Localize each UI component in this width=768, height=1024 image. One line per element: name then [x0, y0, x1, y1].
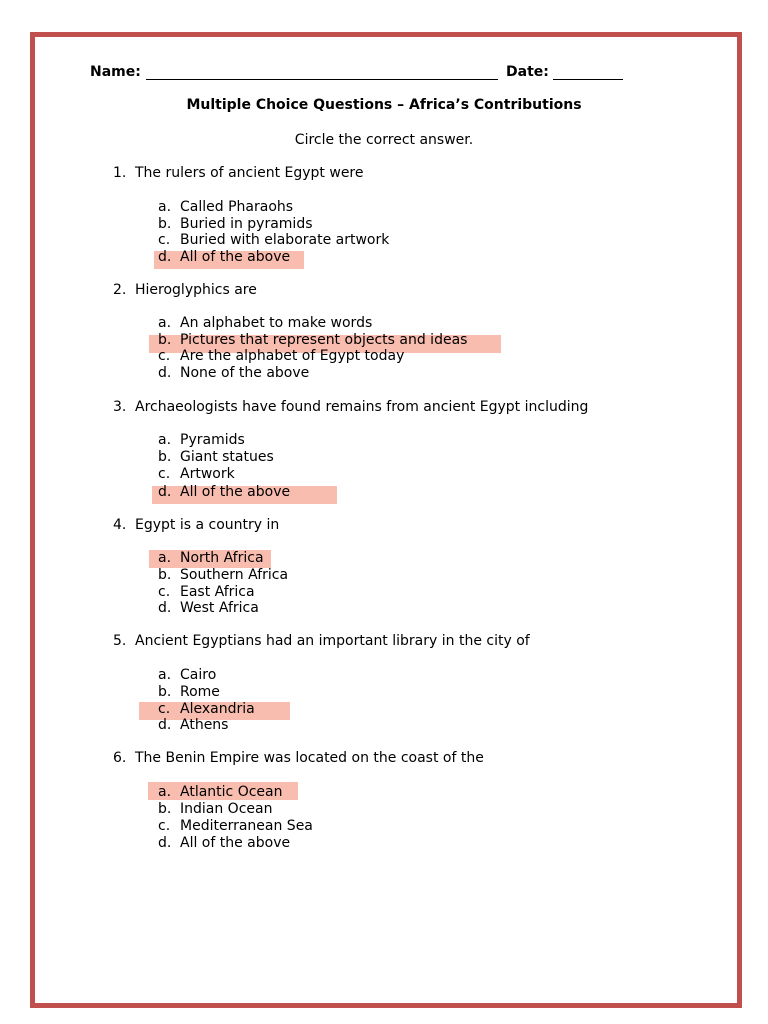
instruction-text: Circle the correct answer.	[294, 132, 474, 148]
option-text[interactable]: All of the above	[180, 484, 291, 500]
option-letter: b.	[158, 332, 172, 348]
option-text[interactable]: Are the alphabet of Egypt today	[180, 348, 405, 364]
option-letter: d.	[158, 717, 172, 733]
option-letter: a.	[158, 667, 172, 683]
option-letter: b.	[158, 449, 172, 465]
option-letter: d.	[158, 835, 172, 851]
option-letter: b.	[158, 567, 172, 583]
option-letter: d.	[158, 600, 172, 616]
option-text[interactable]: Rome	[180, 684, 220, 700]
question-number: 5.	[113, 633, 127, 649]
option-letter: a.	[158, 199, 172, 215]
question-number: 3.	[113, 399, 127, 415]
option-text[interactable]: Artwork	[180, 466, 235, 482]
option-text[interactable]: Mediterranean Sea	[180, 818, 313, 834]
question-number: 2.	[113, 282, 127, 298]
question-text: Archaeologists have found remains from ancient Egypt including	[135, 399, 589, 415]
question-text: The rulers of ancient Egypt were	[135, 165, 364, 181]
option-text[interactable]: Pictures that represent objects and ideas	[180, 332, 468, 348]
question-number: 1.	[113, 165, 127, 181]
option-letter: a.	[158, 432, 172, 448]
question-text: The Benin Empire was located on the coast of the	[135, 750, 484, 766]
question-number: 4.	[113, 517, 127, 533]
option-text[interactable]: Cairo	[180, 667, 217, 683]
page-title: Multiple Choice Questions – Africa’s Contributions	[186, 97, 582, 113]
option-letter: d.	[158, 365, 172, 381]
option-letter: c.	[158, 466, 171, 482]
option-text[interactable]: West Africa	[180, 600, 259, 616]
question-text: Egypt is a country in	[135, 517, 280, 533]
option-letter: c.	[158, 348, 171, 364]
option-text[interactable]: An alphabet to make words	[180, 315, 373, 331]
option-letter: b.	[158, 801, 172, 817]
option-letter: b.	[158, 684, 172, 700]
question-number: 6.	[113, 750, 127, 766]
option-text[interactable]: Buried with elaborate artwork	[180, 232, 390, 248]
option-text[interactable]: Indian Ocean	[180, 801, 273, 817]
name-label: Name:	[90, 64, 141, 80]
option-letter: d.	[158, 484, 172, 500]
option-text[interactable]: All of the above	[180, 249, 291, 265]
option-letter: a.	[158, 784, 172, 800]
option-text[interactable]: Giant statues	[180, 449, 274, 465]
option-text[interactable]: North Africa	[180, 550, 264, 566]
option-letter: c.	[158, 232, 171, 248]
option-letter: c.	[158, 584, 171, 600]
date-blank[interactable]	[553, 79, 623, 80]
name-blank[interactable]	[146, 79, 498, 80]
option-text[interactable]: Buried in pyramids	[180, 216, 313, 232]
option-letter: d.	[158, 249, 172, 265]
option-text[interactable]: Southern Africa	[180, 567, 289, 583]
date-label: Date:	[506, 64, 549, 80]
option-text[interactable]: Called Pharaohs	[180, 199, 294, 215]
option-letter: b.	[158, 216, 172, 232]
option-letter: c.	[158, 818, 171, 834]
option-letter: a.	[158, 550, 172, 566]
question-text: Ancient Egyptians had an important library in the city of	[135, 633, 530, 649]
option-text[interactable]: All of the above	[180, 835, 291, 851]
option-letter: c.	[158, 701, 171, 717]
option-text[interactable]: Pyramids	[180, 432, 245, 448]
option-text[interactable]: Atlantic Ocean	[180, 784, 283, 800]
option-text[interactable]: East Africa	[180, 584, 255, 600]
option-letter: a.	[158, 315, 172, 331]
option-text[interactable]: None of the above	[180, 365, 310, 381]
option-text[interactable]: Alexandria	[180, 701, 255, 717]
option-text[interactable]: Athens	[180, 717, 229, 733]
question-text: Hieroglyphics are	[135, 282, 257, 298]
